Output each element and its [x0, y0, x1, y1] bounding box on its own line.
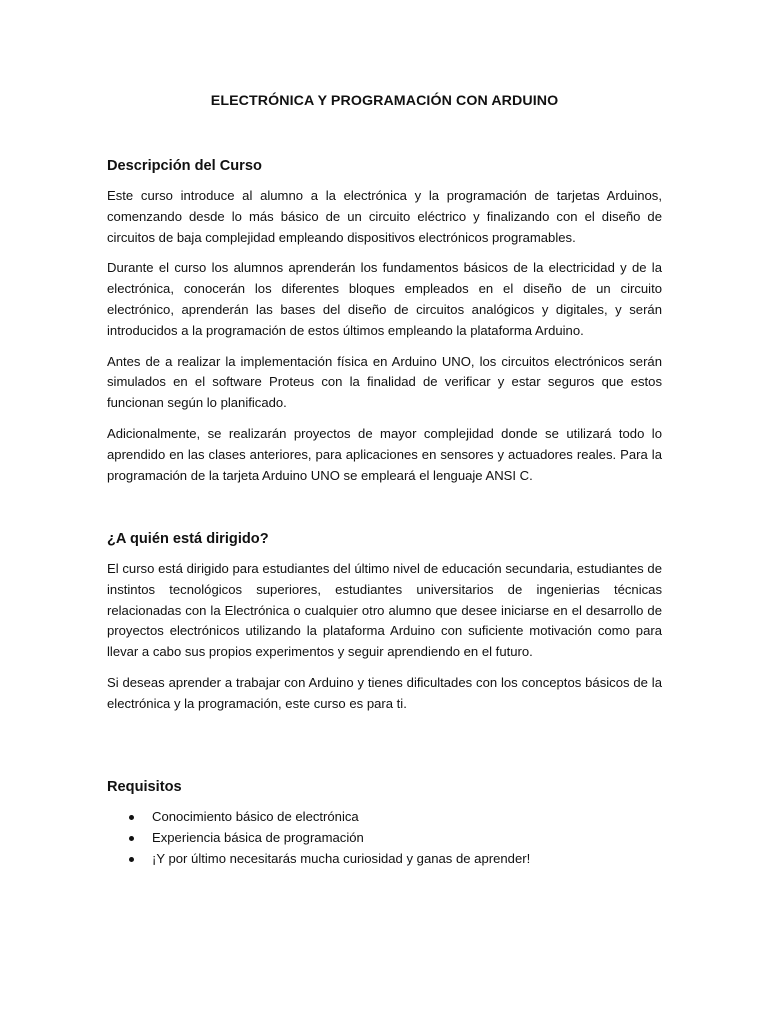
section-requirements: [107, 779, 662, 869]
paragraph: El curso está dirigido para estudiantes del último nivel de educación secundaria, estudiantes de instintos tecnológicos superiores, estudiantes universitarios de ingenierias técnicas relacionadas con la Electrónica o cualquier otro alumno que desee iniciarse en el desarrollo de proyectos electrónicos utilizando la plataforma Arduino con suficiente motivación como para llevar a cabo sus propios experimentos y seguir aprendiendo en el futuro.: [107, 561, 662, 660]
list-item-text: Experiencia básica de programación: [152, 829, 364, 845]
section-heading: Descripción del Curso: [107, 158, 262, 174]
list-item: [107, 849, 662, 870]
section-course-description: [107, 158, 662, 496]
section-target-audience: [107, 531, 662, 725]
section-heading: ¿A quién está dirigido?: [107, 531, 269, 547]
list-item-text: Conocimiento básico de electrónica: [152, 809, 359, 824]
bullet-icon: [129, 815, 134, 820]
document-title: ELECTRÓNICA Y PROGRAMACIÓN CON ARDUINO: [210, 93, 559, 109]
list-item: [107, 828, 662, 849]
bullet-icon: [129, 857, 134, 862]
paragraph: Este curso introduce al alumno a la electrónica y la programación de tarjetas Arduinos, comenzando desde lo más básico de un circuito eléctrico y finalizando con el diseño de circuitos de baja complejidad empleando dispositivos electrónicos programables.: [107, 188, 662, 245]
requirements-list: [107, 807, 662, 869]
list-item: [107, 807, 662, 828]
paragraph: Antes de a realizar la implementación física en Arduino UNO, los circuitos electrónicos serán simulados en el software Proteus con la finalidad de verificar y estar seguros que estos funcionan según lo planificado.: [107, 353, 662, 411]
section-heading: Requisitos: [107, 779, 182, 795]
paragraph: Si deseas aprender a trabajar con Arduino y tienes dificultades con los conceptos básicos de la electrónica y la programación, este curso es para ti.: [107, 674, 662, 711]
paragraph: Durante el curso los alumnos aprenderán los fundamentos básicos de la electricidad y de la electrónica, conocerán los diferentes bloques empleados en el diseño de un circuito electrónico, aprenderán las bases del diseño de circuitos analógicos y digitales, y serán introducidos a la programación de estos últimos empleando la plataforma Arduino.: [107, 260, 662, 338]
bullet-icon: [129, 836, 134, 841]
paragraph: Adicionalmente, se realizarán proyectos de mayor complejidad donde se utilizará todo lo aprendido en las clases anteriores, para aplicaciones en sensores y actuadores reales. Para la programación de la tarjeta Arduino UNO se empleará el lenguaje ANSI C.: [107, 425, 662, 483]
list-item-text: ¡Y por último necesitarás mucha curiosidad y ganas de aprender!: [152, 850, 531, 866]
